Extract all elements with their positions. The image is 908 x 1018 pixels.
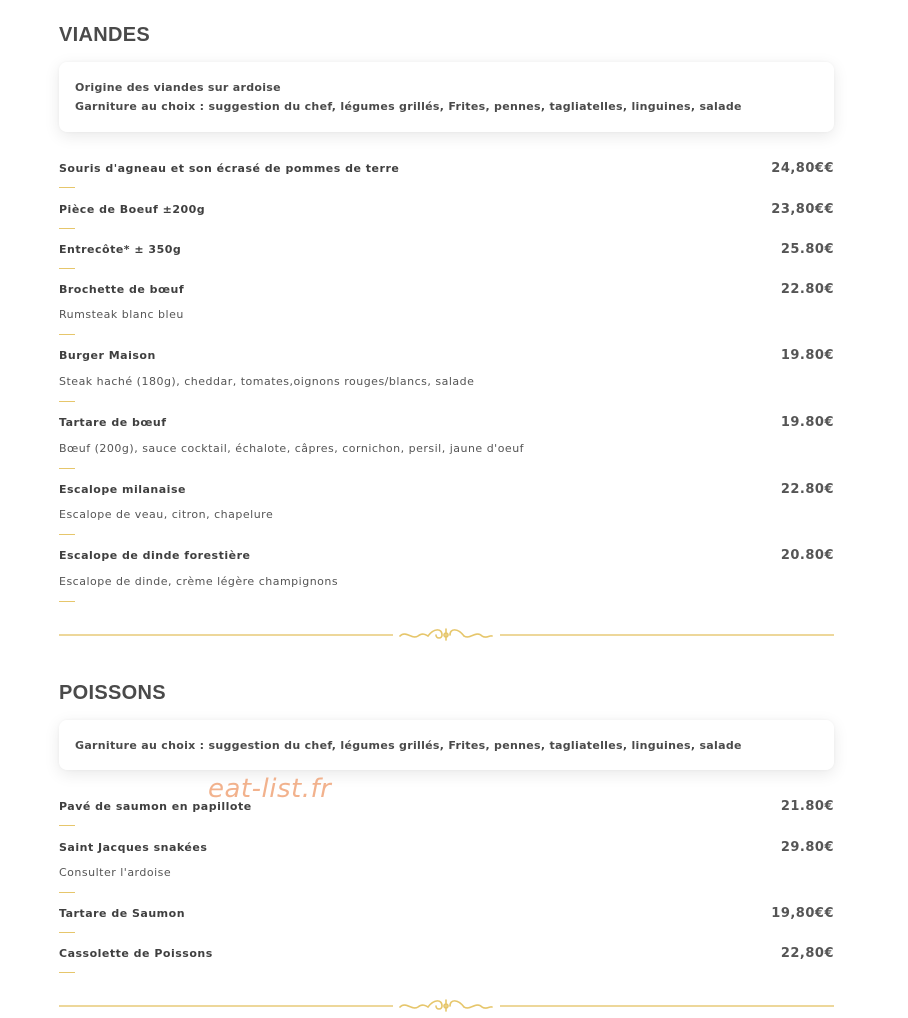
item-name: Escalope de dinde forestière bbox=[59, 549, 251, 562]
item-price: 19.80€ bbox=[780, 415, 834, 430]
note-line: Garniture au choix : suggestion du chef, légumes grillés, Frites, pennes, tagliatelles, linguines, salade bbox=[75, 738, 742, 752]
item-name: Burger Maison bbox=[59, 349, 156, 362]
item-name: Tartare de Saumon bbox=[59, 907, 186, 920]
divider-line bbox=[59, 634, 393, 636]
watermark: eat-list.fr bbox=[208, 774, 332, 804]
item-separator bbox=[59, 534, 75, 535]
item-separator bbox=[59, 972, 75, 973]
item-name: Tartare de bœuf bbox=[59, 416, 167, 429]
item-price: 25.80€ bbox=[780, 242, 834, 257]
garnish-note-poissons bbox=[59, 720, 834, 770]
item-name: Cassolette de Poissons bbox=[59, 947, 213, 960]
item-separator bbox=[59, 601, 75, 602]
item-separator bbox=[59, 187, 75, 188]
item-name: Souris d'agneau et son écrasé de pommes de terre bbox=[59, 162, 400, 175]
item-separator bbox=[59, 228, 75, 229]
note-line: Garniture au choix : suggestion du chef, légumes grillés, Frites, pennes, tagliatelles, linguines, salade bbox=[75, 100, 742, 113]
item-price: 20.80€ bbox=[780, 548, 834, 563]
section-divider bbox=[59, 625, 834, 645]
section-title-viandes: VIANDES bbox=[59, 24, 151, 46]
item-name: Escalope milanaise bbox=[59, 483, 186, 496]
item-description: Escalope de dinde, crème légère champignons bbox=[59, 575, 339, 588]
flourish-ornament-icon bbox=[398, 996, 494, 1016]
garnish-note-viandes bbox=[59, 62, 834, 132]
item-price: 23,80€€ bbox=[771, 202, 834, 217]
item-description: Escalope de veau, citron, chapelure bbox=[59, 508, 274, 521]
item-separator bbox=[59, 401, 75, 402]
item-separator bbox=[59, 932, 75, 933]
item-separator bbox=[59, 268, 75, 269]
section-divider bbox=[59, 996, 834, 1016]
item-price: 22,80€ bbox=[780, 946, 834, 961]
item-description: Bœuf (200g), sauce cocktail, échalote, câpres, cornichon, persil, jaune d'oeuf bbox=[59, 442, 525, 455]
item-separator bbox=[59, 334, 75, 335]
item-separator bbox=[59, 468, 75, 469]
item-name: Entrecôte* ± 350g bbox=[59, 243, 182, 256]
section-title-poissons: POISSONS bbox=[59, 682, 166, 704]
item-name: Brochette de bœuf bbox=[59, 283, 185, 296]
item-price: 24,80€€ bbox=[771, 161, 834, 176]
item-description: Consulter l'ardoise bbox=[59, 866, 172, 879]
item-description: Rumsteak blanc bleu bbox=[59, 308, 184, 321]
item-price: 21.80€ bbox=[780, 799, 834, 814]
item-price: 19,80€€ bbox=[771, 906, 834, 921]
item-price: 19.80€ bbox=[780, 348, 834, 363]
item-price: 22.80€ bbox=[780, 482, 834, 497]
item-name: Pavé de saumon en papillote bbox=[59, 800, 252, 813]
divider-line bbox=[500, 1005, 834, 1007]
item-name: Saint Jacques snakées bbox=[59, 841, 208, 854]
note-line: Origine des viandes sur ardoise bbox=[75, 81, 281, 94]
item-price: 22.80€ bbox=[780, 282, 834, 297]
section-viandes bbox=[59, 0, 834, 640]
flourish-ornament-icon bbox=[398, 625, 494, 645]
item-separator bbox=[59, 892, 75, 893]
divider-line bbox=[500, 634, 834, 636]
section-poissons bbox=[59, 660, 834, 1000]
item-name: Pièce de Boeuf ±200g bbox=[59, 203, 206, 216]
item-description: Steak haché (180g), cheddar, tomates,oignons rouges/blancs, salade bbox=[59, 375, 475, 388]
divider-line bbox=[59, 1005, 393, 1007]
item-price: 29.80€ bbox=[780, 840, 834, 855]
item-separator bbox=[59, 825, 75, 826]
